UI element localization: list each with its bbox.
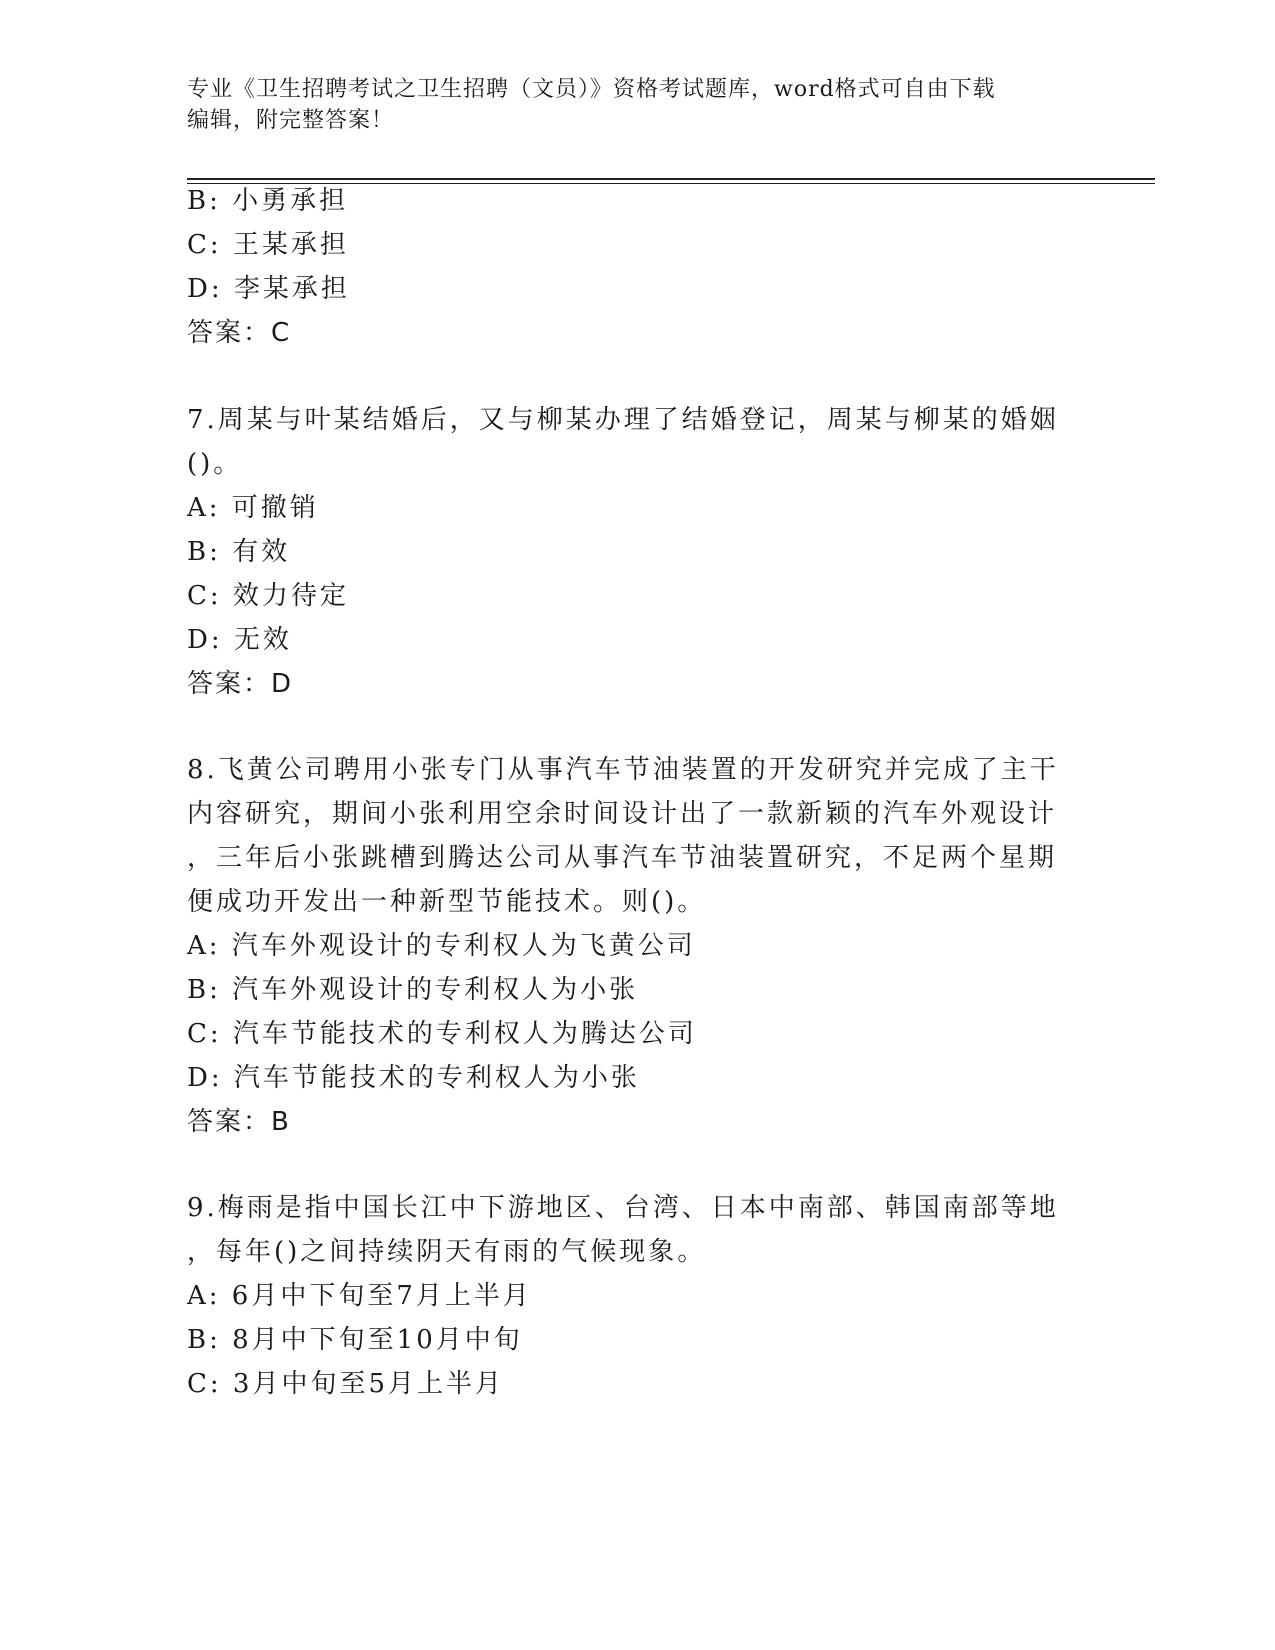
document-header xyxy=(187,74,1087,136)
option-line: D: 李某承担 xyxy=(187,274,350,304)
question-line: ，每年()之间持续阴天有雨的气候现象。 xyxy=(187,1237,707,1267)
option-line: D: 无效 xyxy=(187,625,292,655)
question-line: 便成功开发出一种新型节能技术。则()。 xyxy=(187,887,707,917)
question-line: ()。 xyxy=(187,449,243,479)
option-line: A: 可撤销 xyxy=(187,493,319,523)
question-line: 7.周某与叶某结婚后，又与柳某办理了结婚登记，周某与柳某的婚姻 xyxy=(187,405,1059,435)
answer-line: 答案：C xyxy=(187,318,292,348)
option-line: B: 有效 xyxy=(187,537,291,567)
option-line: A: 汽车外观设计的专利权人为飞黄公司 xyxy=(187,931,696,961)
option-line: C: 王某承担 xyxy=(187,230,349,260)
answer-line: 答案：B xyxy=(187,1107,291,1137)
option-line: B: 小勇承担 xyxy=(187,186,349,216)
option-line: B: 汽车外观设计的专利权人为小张 xyxy=(187,975,639,1005)
option-line: C: 汽车节能技术的专利权人为腾达公司 xyxy=(187,1019,697,1049)
header-divider xyxy=(187,178,1155,180)
option-line: A: 6月中下旬至7月上半月 xyxy=(187,1281,532,1311)
option-line: D: 汽车节能技术的专利权人为小张 xyxy=(187,1063,640,1093)
question-line: ，三年后小张跳槽到腾达公司从事汽车节油装置研究，不足两个星期 xyxy=(187,843,1058,873)
option-line: C: 效力待定 xyxy=(187,581,349,611)
question-line: 内容研究，期间小张利用空余时间设计出了一款新颖的汽车外观设计 xyxy=(187,799,1058,829)
option-line: C: 3月中旬至5月上半月 xyxy=(187,1369,505,1399)
option-line: B: 8月中下旬至10月中旬 xyxy=(187,1325,523,1355)
question-line: 9.梅雨是指中国长江中下游地区、台湾、日本中南部、韩国南部等地 xyxy=(187,1193,1059,1223)
answer-line: 答案：D xyxy=(187,669,294,699)
header-line: 编辑，附完整答案！ xyxy=(187,108,395,133)
question-line: 8.飞黄公司聘用小张专门从事汽车节油装置的开发研究并完成了主干 xyxy=(187,755,1059,785)
header-line: 专业《卫生招聘考试之卫生招聘（文员）》资格考试题库，word格式可自由下载 xyxy=(187,77,996,102)
